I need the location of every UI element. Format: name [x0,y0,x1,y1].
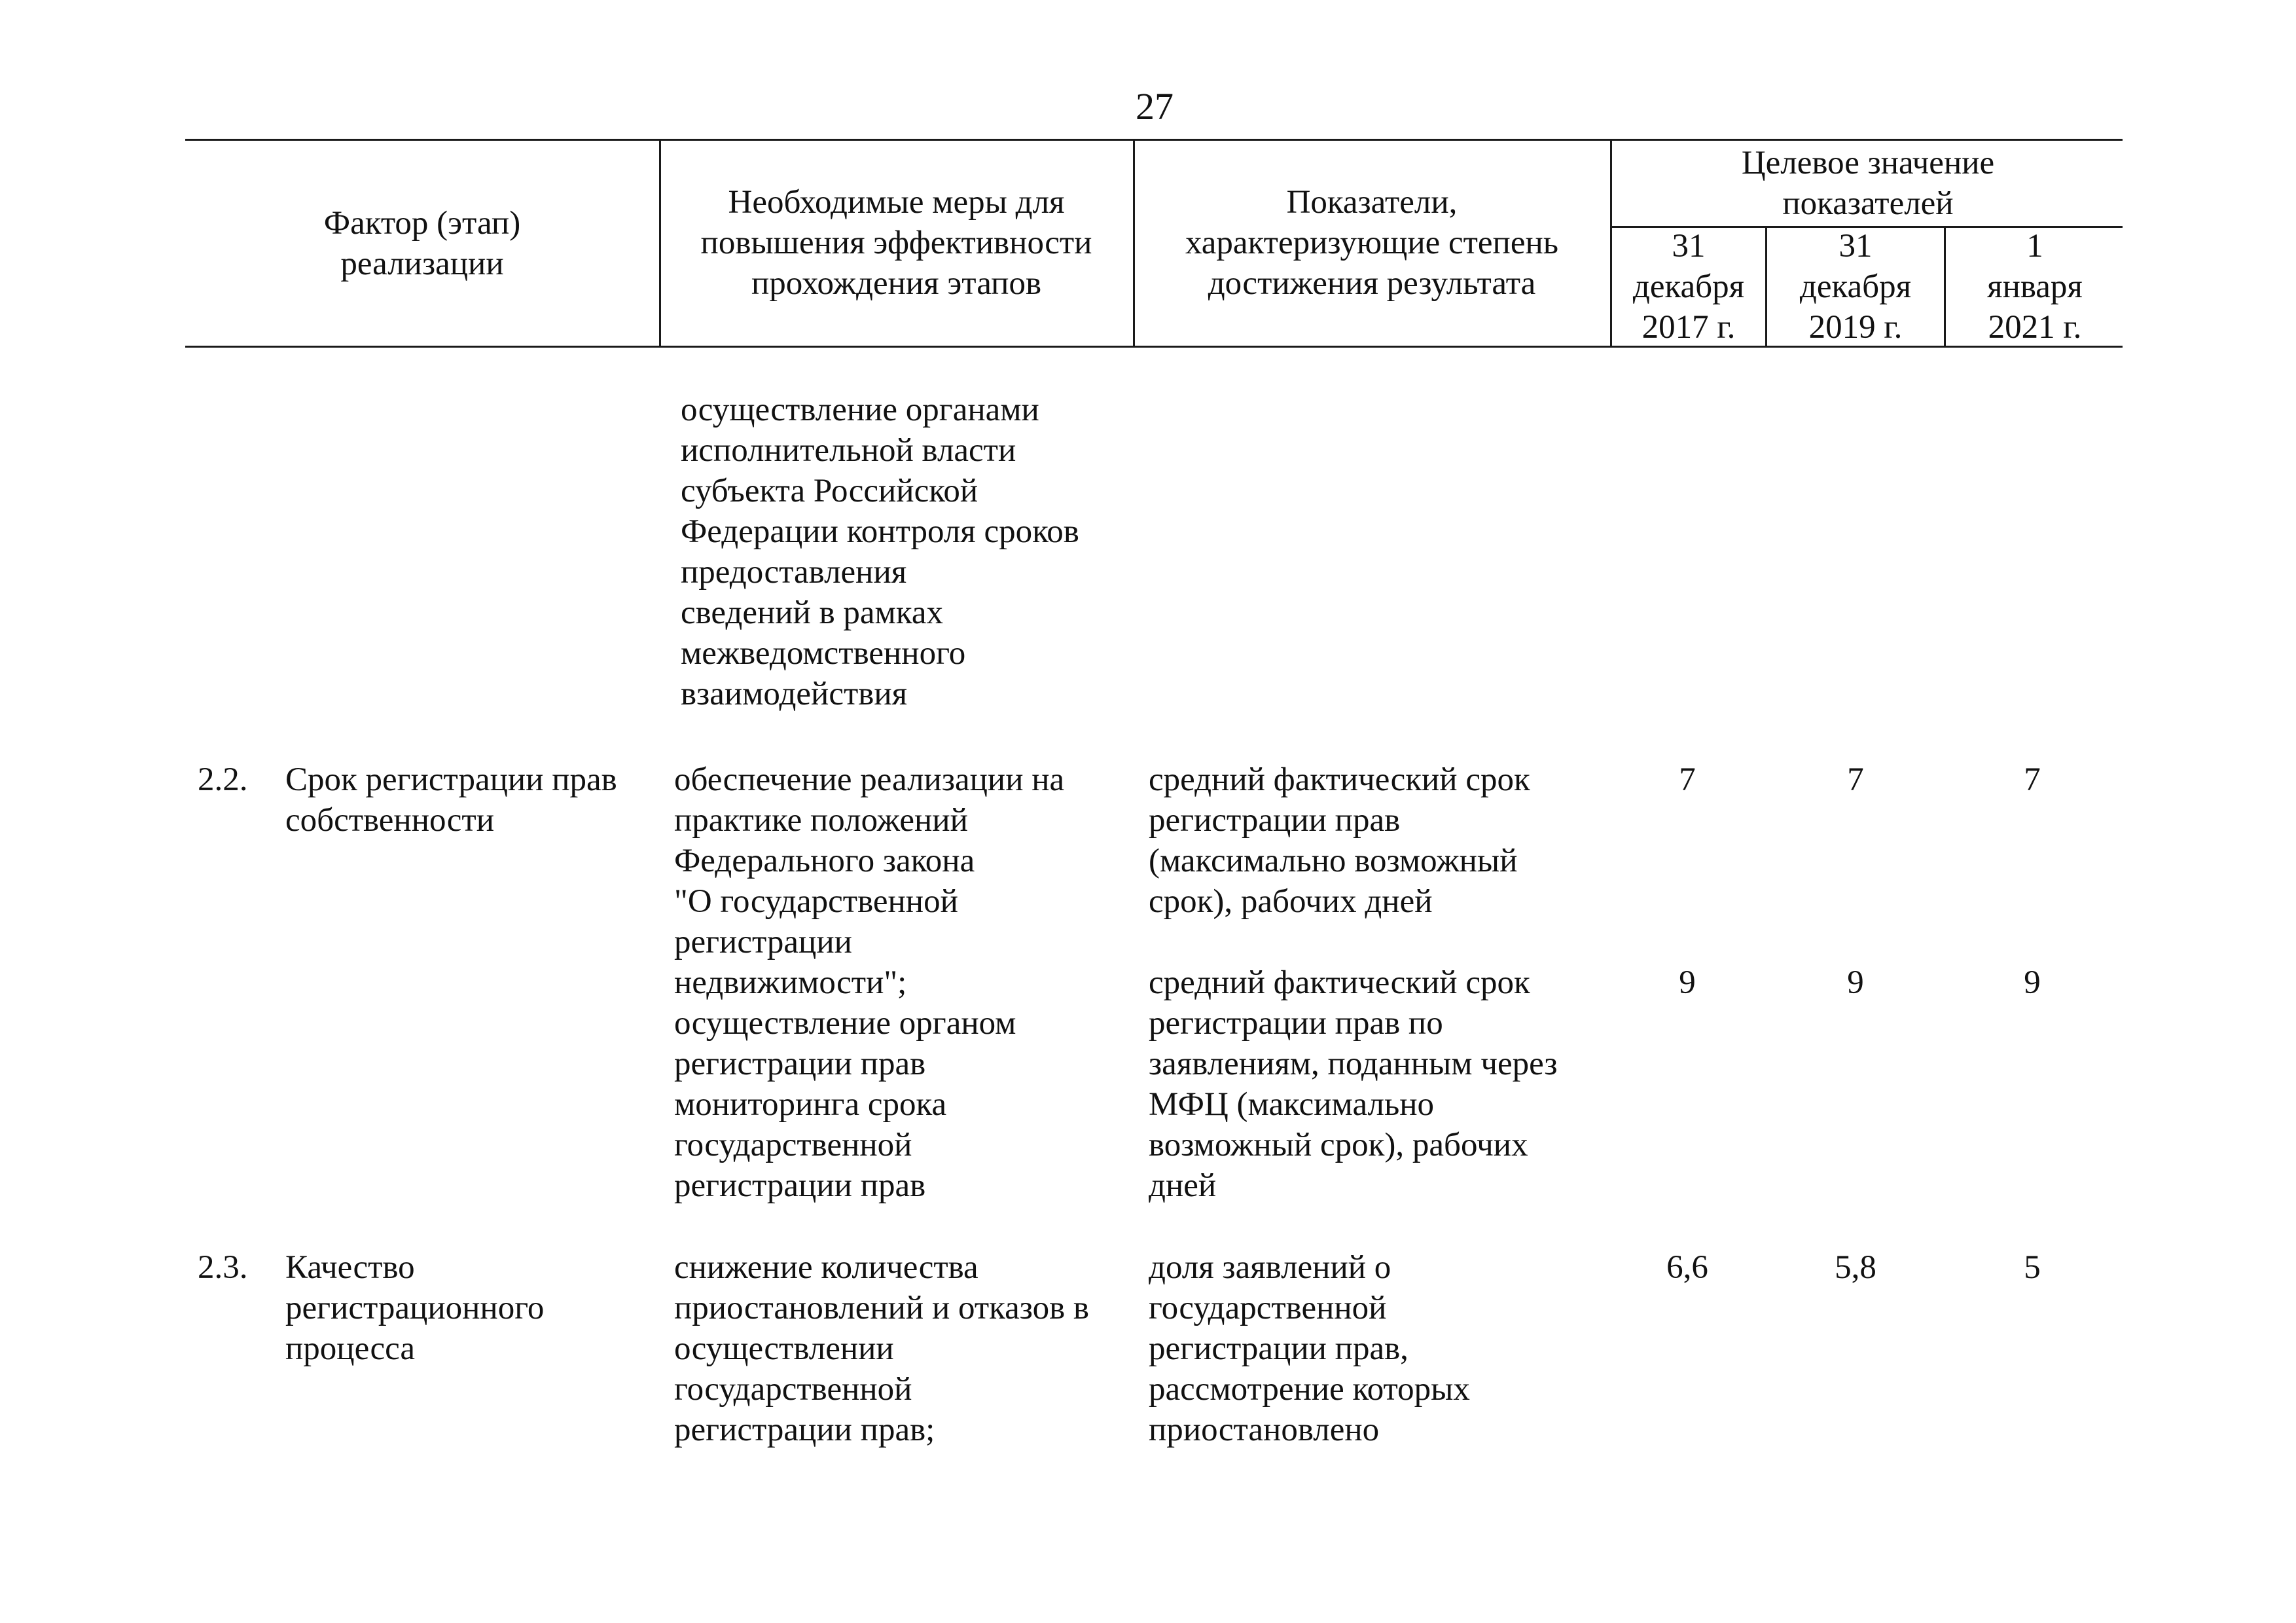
header-date-2021: 1 января 2021 г. [1987,228,2083,346]
header-divider-4 [1765,226,1767,348]
row-2-2-indicator-2: средний фактический срок регистрации прав по заявлениям, поданным через МФЦ (максимально возможный срок), рабочих дней [1149,964,1558,1204]
row-2-3-measures: снижение количества приостановлений и отказов в осуществлении государственной регистрации прав; [674,1249,1090,1448]
header-divider-3 [1610,139,1612,348]
row-2-3-value-2017: 6,6 [1666,1249,1708,1286]
row-continuation-measures: осуществление органами исполнительной власти субъекта Российской Федерации контроля сроков предоставления сведений в рамках межведомственного взаимодействия [681,392,1079,712]
header-factor: Фактор (этап) реализации [323,205,521,282]
row-2-2-value-2019-a: 7 [1847,761,1864,798]
header-date-2017: 31 декабря 2017 г. [1632,228,1745,346]
header-divider-2 [1133,139,1135,348]
row-2-2-indicator-1: средний фактический срок регистрации прав (максимально возможный срок), рабочих дней [1149,761,1530,920]
row-2-2-value-2021-b: 9 [2024,964,2041,1001]
header-divider-1 [659,139,661,348]
row-2-2-number: 2.2. [198,761,248,798]
row-2-3-value-2019: 5,8 [1835,1249,1876,1286]
page-number: 27 [1136,85,1174,128]
header-indicators: Показатели, характеризующие степень достижения результата [1185,184,1559,302]
row-2-3-indicator: доля заявлений о государственной регистрации прав, рассмотрение которых приостановлено [1149,1249,1470,1448]
header-date-2019: 31 декабря 2019 г. [1799,228,1912,346]
row-2-3-factor: Качество регистрационного процесса [285,1249,545,1367]
header-measures: Необходимые меры для повышения эффективности прохождения этапов [700,184,1092,302]
row-2-2-value-2017-b: 9 [1679,964,1696,1001]
row-2-3-value-2021: 5 [2024,1249,2041,1286]
row-2-2-factor: Срок регистрации прав собственности [285,761,617,839]
row-2-2-value-2019-b: 9 [1847,964,1864,1001]
row-2-3-number: 2.3. [198,1249,248,1286]
header-divider-5 [1944,226,1946,348]
header-target-group: Целевое значение показателей [1741,145,1995,222]
row-2-2-value-2021-a: 7 [2024,761,2041,798]
row-2-2-measures: обеспечение реализации на практике положений Федерального закона "О государственной регистрации недвижимости"; осуществление органом регистрации прав мониторинга срока государственной регистрации прав [674,761,1065,1204]
row-2-2-value-2017-a: 7 [1679,761,1696,798]
header-top-rule [185,139,2123,141]
